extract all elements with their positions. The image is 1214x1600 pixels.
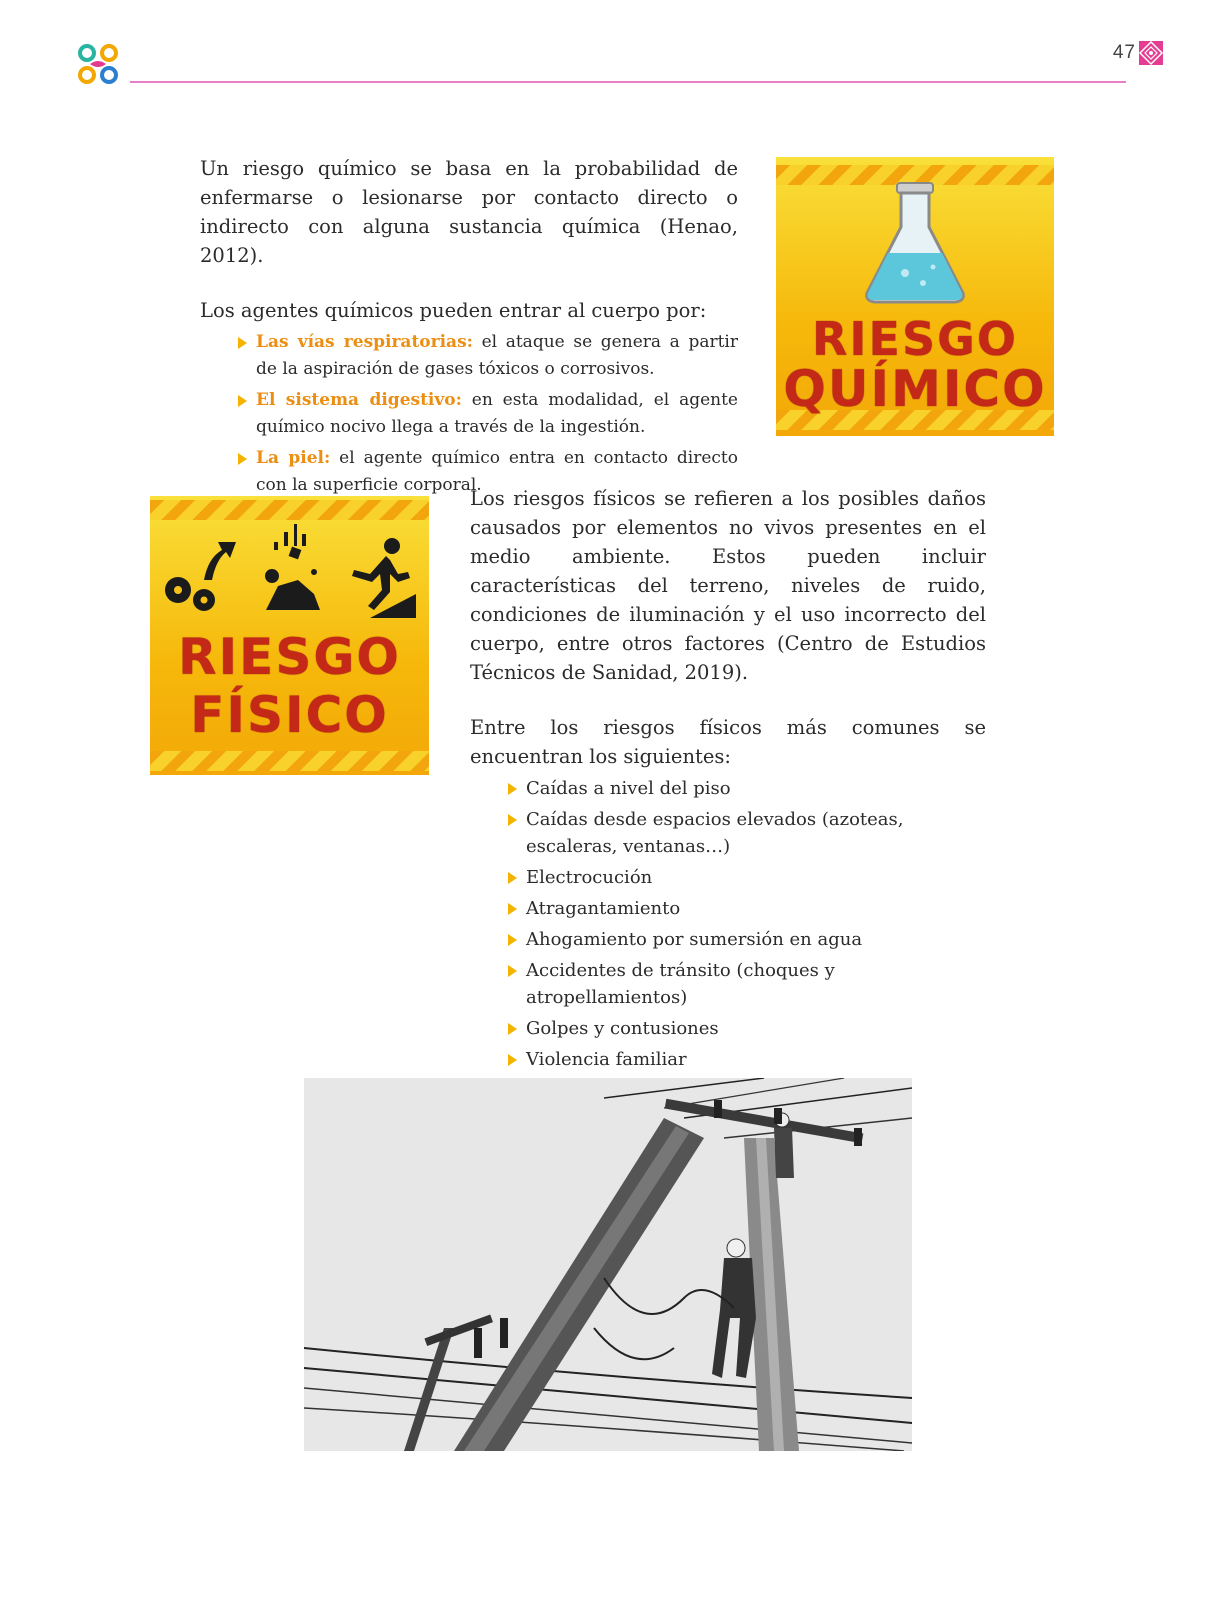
- ornament-icon: [1138, 40, 1164, 66]
- list-item: Violencia familiar: [508, 1046, 986, 1073]
- physical-sign-line1: RIESGO: [178, 628, 401, 686]
- list-item: Caídas desde espacios elevados (azoteas, escaleras, ventanas…): [508, 806, 986, 860]
- chemical-sign-line1: RIESGO: [812, 312, 1018, 366]
- chemical-risk-sign: [776, 157, 1054, 436]
- page-number: 47: [1112, 42, 1136, 63]
- logo-icon: [74, 40, 122, 88]
- bullet-icon: [508, 934, 517, 946]
- bullet-icon: [508, 1054, 517, 1066]
- bullet-icon: [508, 872, 517, 884]
- list-item: Atragantamiento: [508, 895, 986, 922]
- header-rule: [130, 81, 1126, 83]
- chemical-risk-section: [200, 154, 738, 499]
- chemical-sign-line2: QUÍMICO: [783, 360, 1047, 418]
- slip-fall-icon: [340, 534, 418, 618]
- falling-object-icon: [258, 524, 326, 616]
- list-item: Accidentes de tránsito (choques y atropellamientos): [508, 957, 986, 1011]
- chemical-routes-list: [238, 329, 738, 499]
- bullet-icon: [508, 1023, 517, 1035]
- list-item: Electrocución: [508, 864, 986, 891]
- bullet-icon: [238, 395, 247, 407]
- physical-intro: Entre los riesgos físicos más comunes se encuentran los siguientes:: [470, 716, 986, 768]
- physical-risks-list: [508, 775, 986, 1104]
- gears-icon: [160, 528, 238, 616]
- bullet-icon: [508, 783, 517, 795]
- physical-risk-sign: [150, 496, 429, 775]
- list-item: El sistema digestivo: en esta modalidad, el agente químico nocivo llega a través de la ingestión.: [238, 387, 738, 441]
- physical-sign-line2: FÍSICO: [190, 686, 389, 744]
- bullet-icon: [508, 965, 517, 977]
- bullet-icon: [508, 903, 517, 915]
- list-item: Las vías respiratorias: el ataque se genera a partir de la aspiración de gases tóxicos o corrosivos.: [238, 329, 738, 383]
- chemical-intro: Los agentes químicos pueden entrar al cuerpo por:: [200, 299, 707, 322]
- utility-pole-photo: [304, 1078, 912, 1451]
- physical-risk-section: [470, 484, 986, 1108]
- list-item: Golpes y contusiones: [508, 1015, 986, 1042]
- bullet-icon: [508, 814, 517, 826]
- list-item: Ahogamiento por sumersión en agua: [508, 926, 986, 953]
- list-item: Caídas a nivel del piso: [508, 775, 986, 802]
- list-item: La piel: el agente químico entra en contacto directo con la superficie corporal.: [238, 445, 738, 499]
- chemical-definition: Un riesgo químico se basa en la probabilidad de enfermarse o lesionarse por contacto directo o indirecto con alguna sustancia química (Henao, 2012).: [200, 157, 738, 267]
- bullet-icon: [238, 337, 247, 349]
- physical-definition: Los riesgos físicos se refieren a los posibles daños causados por elementos no vivos presentes en el medio ambiente. Estos pueden incluir características del terreno, niveles de ruido, condiciones de iluminación y el uso incorrecto del cuerpo, entre otros factores (Centro de Estudios Técnicos de Sanidad, 2019).: [470, 487, 986, 684]
- flask-icon: [861, 181, 969, 306]
- bullet-icon: [238, 453, 247, 465]
